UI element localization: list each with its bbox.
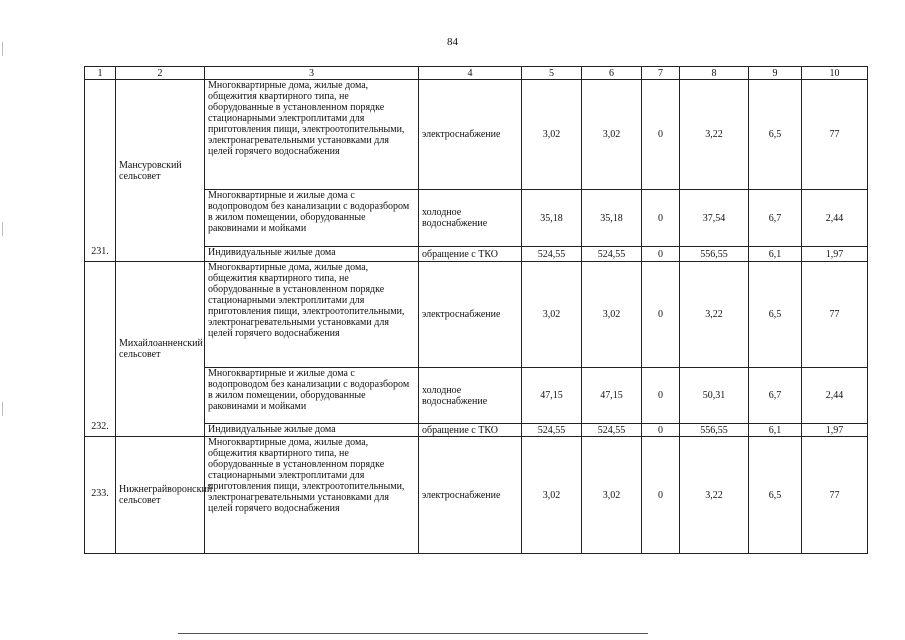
service-type: холодное водоснабжение — [419, 368, 522, 424]
cell-value: 3,22 — [680, 80, 749, 190]
service-type: обращение с ТКО — [419, 424, 522, 437]
cell-value: 6,5 — [749, 437, 802, 554]
cell-value: 50,31 — [680, 368, 749, 424]
cell-value: 47,15 — [582, 368, 642, 424]
housing-description: Многоквартирные и жилые дома с водопроводом без канализации с водоразбором в жилом помещении, оборудованные раковинами и мойками — [205, 190, 419, 247]
col-header: 3 — [205, 67, 419, 80]
cell-value: 77 — [802, 80, 868, 190]
cell-value: 6,7 — [749, 190, 802, 247]
col-header: 2 — [116, 67, 205, 80]
cell-value: 1,97 — [802, 247, 868, 262]
cell-value: 556,55 — [680, 424, 749, 437]
cell-value: 35,18 — [522, 190, 582, 247]
cell-value: 2,44 — [802, 368, 868, 424]
settlement-name: Михайлоанненский сельсовет — [116, 262, 205, 437]
service-type: электроснабжение — [419, 262, 522, 368]
cell-value: 3,02 — [582, 80, 642, 190]
cell-value: 77 — [802, 262, 868, 368]
cell-value: 0 — [642, 262, 680, 368]
cell-value: 3,22 — [680, 262, 749, 368]
cell-value: 3,22 — [680, 437, 749, 554]
cell-value: 77 — [802, 437, 868, 554]
col-header: 6 — [582, 67, 642, 80]
header-row — [85, 67, 868, 80]
row-number: 231. — [85, 80, 116, 262]
col-header: 5 — [522, 67, 582, 80]
cell-value: 35,18 — [582, 190, 642, 247]
page-number: 84 — [447, 36, 458, 48]
service-type: электроснабжение — [419, 437, 522, 554]
col-header: 1 — [85, 67, 116, 80]
tariff-table — [84, 66, 868, 554]
cell-value: 47,15 — [522, 368, 582, 424]
cell-value: 6,1 — [749, 424, 802, 437]
cell-value: 6,5 — [749, 262, 802, 368]
cell-value: 556,55 — [680, 247, 749, 262]
service-type: электроснабжение — [419, 80, 522, 190]
cell-value: 3,02 — [522, 437, 582, 554]
housing-description: Многоквартирные дома, жилые дома, общежития квартирного типа, не оборудованные в установленном порядке стационарными электроплитами для приготовления пищи, электроотопительными, электронагревательными установками для целей горячего водоснабжения — [205, 437, 419, 554]
cell-value: 2,44 — [802, 190, 868, 247]
cell-value: 3,02 — [522, 80, 582, 190]
cell-value: 524,55 — [582, 424, 642, 437]
settlement-name: Мансуровский сельсовет — [116, 80, 205, 262]
housing-description: Многоквартирные и жилые дома с водопроводом без канализации с водоразбором в жилом помещении, оборудованные раковинами и мойками — [205, 368, 419, 424]
settlement-name: Нижнеграйворонский сельсовет — [116, 437, 205, 554]
cell-value: 524,55 — [522, 247, 582, 262]
col-header: 9 — [749, 67, 802, 80]
cell-value: 0 — [642, 424, 680, 437]
col-header: 7 — [642, 67, 680, 80]
service-type: холодное водоснабжение — [419, 190, 522, 247]
cell-value: 524,55 — [582, 247, 642, 262]
cell-value: 0 — [642, 190, 680, 247]
cell-value: 0 — [642, 437, 680, 554]
table-row — [85, 262, 868, 368]
col-header: 4 — [419, 67, 522, 80]
cell-value: 0 — [642, 80, 680, 190]
cell-value: 3,02 — [522, 262, 582, 368]
col-header: 10 — [802, 67, 868, 80]
cell-value: 6,1 — [749, 247, 802, 262]
cell-value: 3,02 — [582, 437, 642, 554]
cell-value: 6,7 — [749, 368, 802, 424]
housing-description: Многоквартирные дома, жилые дома, общежития квартирного типа, не оборудованные в установленном порядке стационарными электроплитами для приготовления пищи, электроотопительными, электронагревательными установками для целей горячего водоснабжения — [205, 262, 419, 368]
cell-value: 524,55 — [522, 424, 582, 437]
cell-value: 0 — [642, 368, 680, 424]
cell-value: 37,54 — [680, 190, 749, 247]
cell-value: 3,02 — [582, 262, 642, 368]
col-header: 8 — [680, 67, 749, 80]
table-row — [85, 80, 868, 190]
row-number: 232. — [85, 262, 116, 437]
cell-value: 0 — [642, 247, 680, 262]
cell-value: 6,5 — [749, 80, 802, 190]
footer-rule — [178, 633, 648, 634]
housing-description: Индивидуальные жилые дома — [205, 424, 419, 437]
housing-description: Многоквартирные дома, жилые дома, общежития квартирного типа, не оборудованные в установленном порядке стационарными электроплитами для приготовления пищи, электроотопительными, электронагревательными установками для целей горячего водоснабжения — [205, 80, 419, 190]
housing-description: Индивидуальные жилые дома — [205, 247, 419, 262]
table-row — [85, 437, 868, 554]
row-number: 233. — [85, 437, 116, 554]
service-type: обращение с ТКО — [419, 247, 522, 262]
cell-value: 1,97 — [802, 424, 868, 437]
